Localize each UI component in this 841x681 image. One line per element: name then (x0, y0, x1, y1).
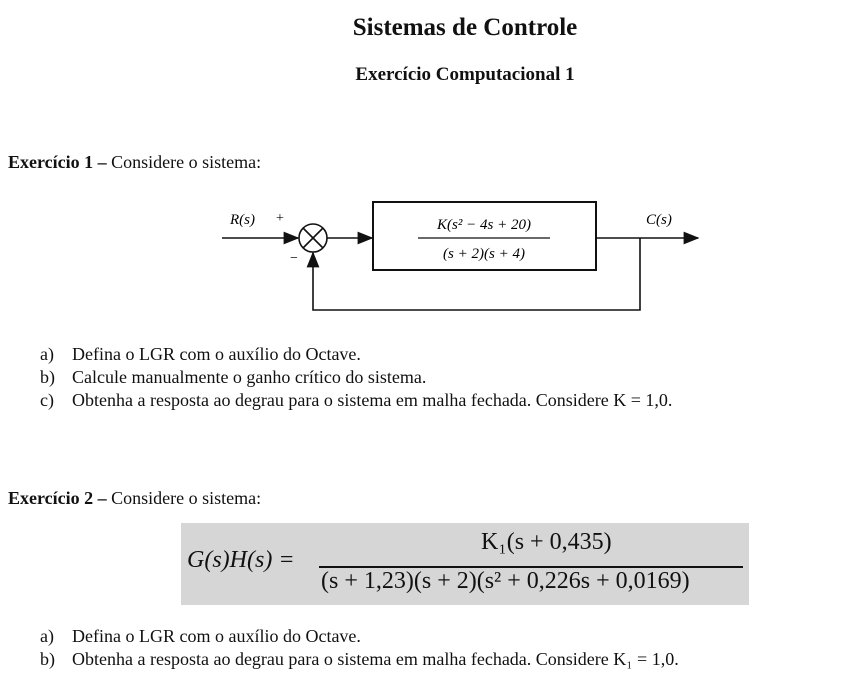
output-label: C(s) (646, 212, 672, 228)
item-label: c) (40, 390, 54, 410)
transfer-function-formula (181, 523, 749, 605)
item-text: Obtenha a resposta ao degrau para o sistema em malha fechada. Considere K = 1,0. (72, 390, 673, 410)
formula-lhs: G(s)H(s) = (187, 547, 295, 573)
minus-sign: − (290, 251, 298, 266)
exercise-1-heading-bold: Exercício 1 – (8, 152, 107, 172)
exercise-2-items (40, 625, 679, 671)
block-diagram (222, 196, 712, 316)
formula-denominator: (s + 1,23)(s + 2)(s² + 0,226s + 0,0169) (321, 568, 690, 594)
plus-sign: + (276, 211, 284, 226)
exercise-1-heading-text: Considere o sistema: (106, 152, 262, 172)
item-text: Defina o LGR com o auxílio do Octave. (72, 344, 361, 364)
list-item (40, 625, 679, 648)
item-label: a) (40, 344, 54, 364)
list-item (40, 366, 672, 389)
tf-numerator: K(s² − 4s + 20) (437, 217, 531, 233)
page-subtitle: Exercício Computacional 1 (355, 64, 575, 85)
exercise-1-items (40, 343, 672, 412)
item-label: a) (40, 626, 54, 646)
exercise-2-heading-bold: Exercício 2 – (8, 488, 107, 508)
list-item (40, 389, 672, 412)
item-text: Obtenha a resposta ao degrau para o sistema em malha fechada. Considere K₁ = 1,0. (72, 649, 679, 669)
list-item (40, 343, 672, 366)
list-item (40, 648, 679, 671)
summing-junction-icon (299, 224, 327, 252)
exercise-2-heading (8, 488, 261, 509)
formula-numerator: K₁(s + 0,435) (481, 529, 612, 555)
exercise-1-heading (8, 152, 261, 173)
exercise-2-heading-text: Considere o sistema: (106, 488, 262, 508)
item-text: Defina o LGR com o auxílio do Octave. (72, 626, 361, 646)
tf-denominator: (s + 2)(s + 4) (443, 246, 525, 262)
item-label: b) (40, 649, 55, 669)
item-text: Calcule manualmente o ganho crítico do sistema. (72, 367, 427, 387)
item-label: b) (40, 367, 55, 387)
page-title: Sistemas de Controle (352, 14, 578, 41)
input-label: R(s) (230, 212, 255, 228)
